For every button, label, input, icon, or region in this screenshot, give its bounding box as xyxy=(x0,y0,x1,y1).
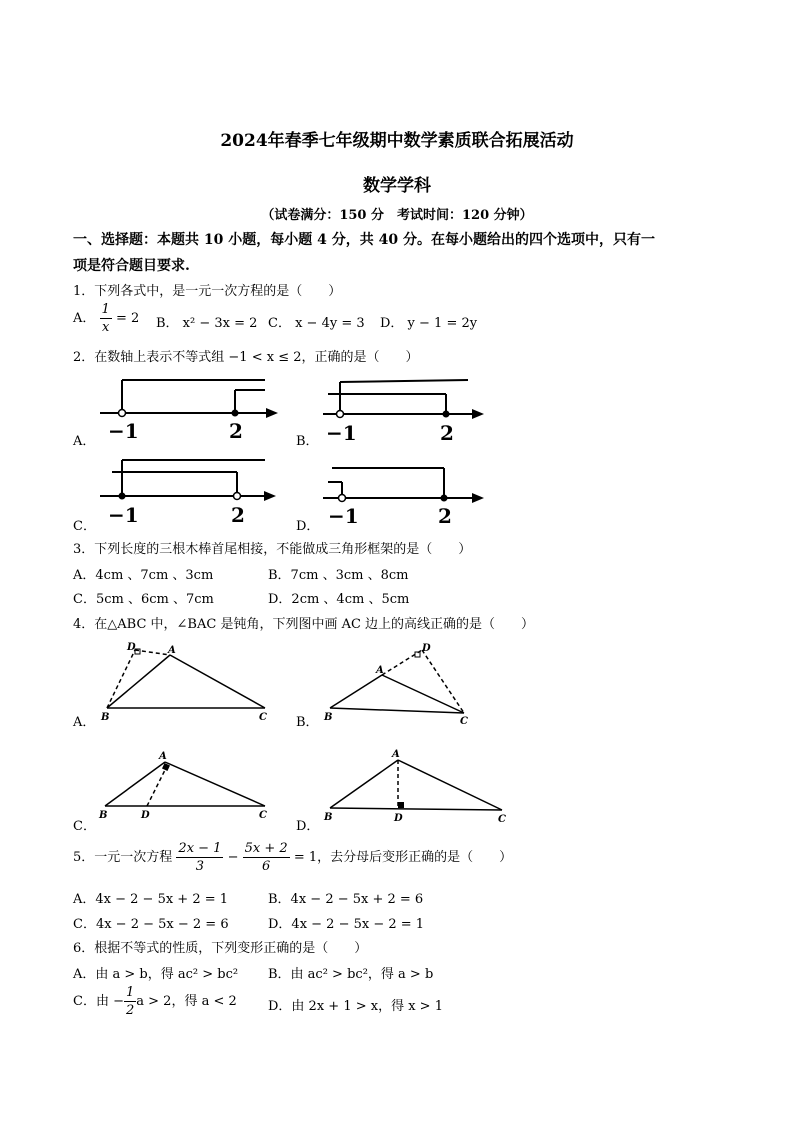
q4-d-label-c: C xyxy=(498,814,506,825)
exam-title: 2024年春季七年级期中数学素质联合拓展活动 xyxy=(220,131,574,151)
q1-a-rest: = 2 xyxy=(115,311,140,326)
q4-b-label-b: B xyxy=(324,712,333,723)
q1-a-label: A． xyxy=(73,311,96,326)
q4-b-label-d: D xyxy=(422,643,431,654)
section-intro-line1: 一、选择题：本题共 10 小题，每小题 4 分，共 40 分。在每小题给出的四个选项中，只有一 xyxy=(73,232,655,248)
q4-a-label-a: A xyxy=(168,645,176,656)
q4-c-label-c: C xyxy=(259,810,267,821)
q2-d-tick-right: 2 xyxy=(438,504,452,528)
q4-b-label-c: C xyxy=(460,716,468,727)
q4-option-d: D． xyxy=(296,819,320,834)
q4-c-label-b: B xyxy=(99,810,108,821)
q4-d-label-b: B xyxy=(324,812,333,823)
q5-stem-post: = 1，去分母后变形正确的是（ ） xyxy=(293,850,513,865)
q6-stem: 6．根据不等式的性质，下列变形正确的是（ ） xyxy=(73,941,368,956)
exam-info: （试卷满分：150 分 考试时间：120 分钟） xyxy=(261,208,533,223)
section-intro-line2: 项是符合题目要求. xyxy=(73,258,190,274)
q5-option-b: B．4x − 2 − 5x + 2 = 6 xyxy=(268,892,424,907)
q5-f2-num: 5x + 2 xyxy=(244,841,288,856)
q1-a-den: x xyxy=(102,320,110,335)
q5-f2-den: 6 xyxy=(262,859,271,874)
q6-option-a: A．由 a > b，得 ac² > bc² xyxy=(73,967,239,982)
q5-option-c: C．4x − 2 − 5x − 2 = 6 xyxy=(73,917,229,932)
q2-a-tick-left: −1 xyxy=(108,419,139,443)
q5-option-d: D．4x − 2 − 5x − 2 = 1 xyxy=(268,917,425,932)
q3-option-d: D．2cm 、4cm 、5cm xyxy=(268,592,410,607)
q1-a-num: 1 xyxy=(101,302,110,317)
q5-f1-num: 2x − 1 xyxy=(178,841,222,856)
q5-option-a: A．4x − 2 − 5x + 2 = 1 xyxy=(73,892,229,907)
q1-option-a xyxy=(73,303,139,334)
q4-figure-d xyxy=(318,746,508,830)
q3-stem: 3．下列长度的三根木棒首尾相接，不能做成三角形框架的是（ ） xyxy=(73,542,472,557)
q4-a-label-c: C xyxy=(259,712,267,723)
q4-d-label-d: D xyxy=(394,813,403,824)
q2-d-tick-left: −1 xyxy=(328,504,359,528)
q4-d-label-a: A xyxy=(392,749,400,760)
q4-option-b: B． xyxy=(296,715,319,730)
q2-figure-b xyxy=(318,372,498,448)
q6-c-fraction xyxy=(124,986,136,1017)
q5-fraction-2 xyxy=(243,842,290,873)
q4-figure-c xyxy=(95,748,285,830)
q2-option-c: C． xyxy=(73,519,96,534)
q4-b-label-a: A xyxy=(376,665,384,676)
q2-a-tick-right: 2 xyxy=(229,419,243,443)
q6-c-den: 2 xyxy=(125,1003,135,1018)
q6-c-pre: C．由 − xyxy=(73,994,124,1009)
q2-option-b: B． xyxy=(296,434,319,449)
q2-figure-d xyxy=(318,460,498,530)
q1-option-c: C． x − 4y = 3 xyxy=(268,316,365,331)
q2-option-a: A． xyxy=(73,434,96,449)
q1-option-b: B． x² − 3x = 2 xyxy=(156,316,258,331)
q3-option-b: B．7cm 、3cm 、8cm xyxy=(268,568,409,583)
q5-stem-pre: 5．一元一次方程 xyxy=(73,850,173,865)
q2-option-d: D． xyxy=(296,519,320,534)
q2-figure-a xyxy=(90,368,290,448)
q4-a-label-b: B xyxy=(101,712,110,723)
q4-option-a: A． xyxy=(73,715,96,730)
q5-fraction-1 xyxy=(176,842,223,873)
q2-c-tick-left: −1 xyxy=(108,503,139,527)
q4-stem: 4．在△ABC 中，∠BAC 是钝角，下列图中画 AC 边上的高线正确的是（ ） xyxy=(73,617,535,632)
q2-stem: 2．在数轴上表示不等式组 −1 < x ≤ 2，正确的是（ ） xyxy=(73,350,419,365)
q6-option-b: B．由 ac² > bc²，得 a > b xyxy=(268,967,434,982)
subject-title: 数学学科 xyxy=(363,176,431,196)
q3-option-c: C．5cm 、6cm 、7cm xyxy=(73,592,214,607)
q4-figure-a xyxy=(95,638,285,728)
q6-option-d: D．由 2x + 1 > x，得 x > 1 xyxy=(268,999,443,1014)
q4-a-label-d: D xyxy=(127,642,136,653)
q5-stem xyxy=(73,842,512,873)
q2-b-tick-left: −1 xyxy=(326,421,357,445)
q2-b-tick-right: 2 xyxy=(440,421,454,445)
q1-a-fraction xyxy=(100,303,112,334)
q6-option-c xyxy=(73,986,237,1017)
q1-stem: 1．下列各式中，是一元一次方程的是（ ） xyxy=(73,284,342,299)
q5-f1-den: 3 xyxy=(195,859,205,874)
q4-c-label-d: D xyxy=(141,810,150,821)
q6-c-num: 1 xyxy=(125,985,135,1000)
q3-option-a: A．4cm 、7cm 、3cm xyxy=(73,568,214,583)
q2-c-tick-right: 2 xyxy=(231,503,245,527)
q2-figure-c xyxy=(90,454,290,530)
q4-figure-b xyxy=(318,640,498,730)
q4-c-label-a: A xyxy=(159,751,167,762)
q1-option-d: D． y − 1 = 2y xyxy=(380,316,478,331)
q4-option-c: C． xyxy=(73,819,96,834)
q6-c-post: a > 2，得 a < 2 xyxy=(136,994,237,1009)
q5-minus: − xyxy=(227,850,239,865)
